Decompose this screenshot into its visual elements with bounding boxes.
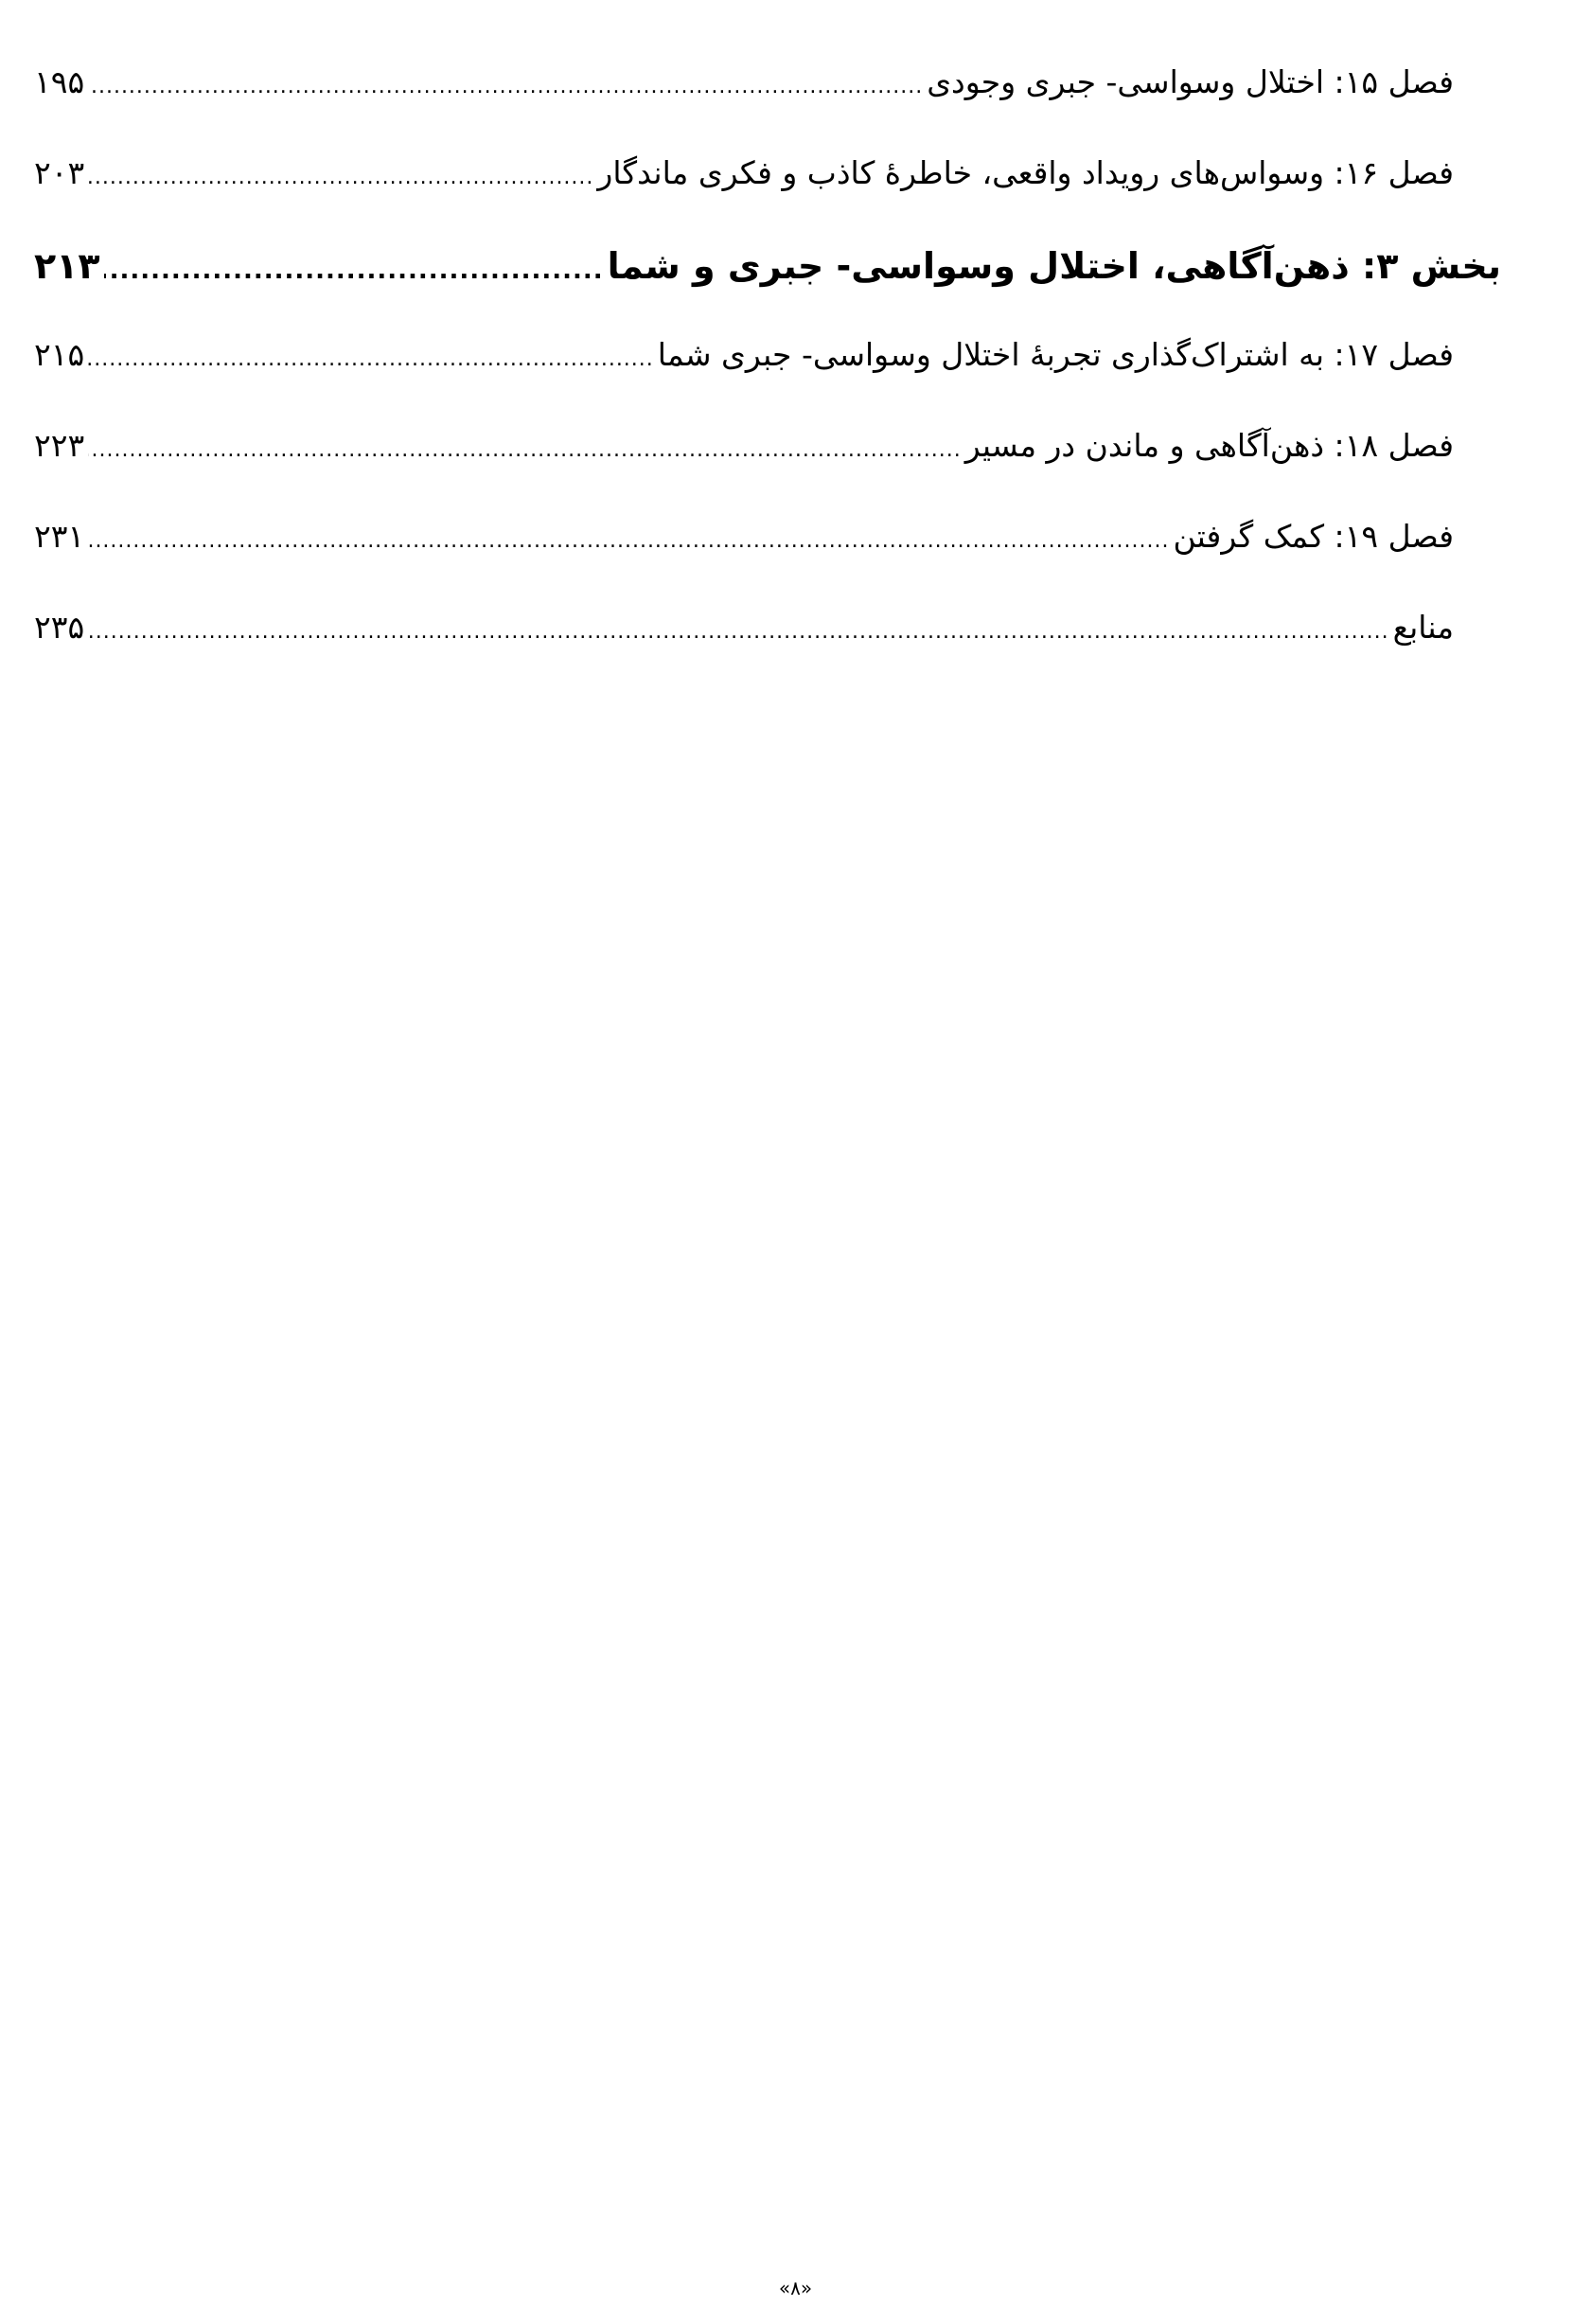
table-of-contents <box>34 63 1501 702</box>
dot-leader <box>88 349 654 370</box>
toc-entry-page-number: ۲۲۳ <box>34 427 85 464</box>
toc-entry-page-number: ۲۳۱ <box>34 518 85 555</box>
toc-entry-title: بخش ۳: ذهن‌آگاهی، اختلال وسواسی- جبری و شما <box>607 245 1501 287</box>
toc-entry-title: منابع <box>1392 609 1454 646</box>
dot-leader <box>88 77 923 98</box>
toc-entry-references[interactable] <box>34 609 1501 702</box>
dot-leader <box>88 531 1169 552</box>
toc-entry-title: فصل ۱۵: اختلال وسواسی- جبری وجودی <box>927 63 1454 100</box>
toc-entry-page-number: ۲۰۳ <box>34 154 85 191</box>
toc-entry-chapter-18[interactable] <box>34 427 1501 521</box>
toc-entry-title: فصل ۱۸: ذهن‌آگاهی و ماندن در مسیر <box>964 427 1454 464</box>
page-number-footer: «۸» <box>778 2277 813 2299</box>
toc-entry-title: فصل ۱۹: کمک گرفتن <box>1173 518 1454 555</box>
toc-entry-chapter-17[interactable] <box>34 336 1501 430</box>
dot-leader <box>104 258 604 283</box>
toc-entry-page-number: ۱۹۵ <box>34 63 85 100</box>
toc-entry-page-number: ۲۱۳ <box>34 245 100 287</box>
toc-entry-page-number: ۲۳۵ <box>34 609 85 646</box>
dot-leader <box>88 440 962 461</box>
toc-entry-page-number: ۲۱۵ <box>34 336 85 373</box>
toc-entry-chapter-19[interactable] <box>34 518 1501 612</box>
dot-leader <box>88 168 593 188</box>
toc-entry-title: فصل ۱۷: به اشتراک‌گذاری تجربۀ اختلال وسواسی- جبری شما <box>657 336 1454 373</box>
dot-leader <box>88 622 1388 643</box>
toc-entry-chapter-15[interactable] <box>34 63 1501 157</box>
toc-entry-title: فصل ۱۶: وسواس‌های رویداد واقعی، خاطرۀ کاذب و فکری ماندگار <box>597 154 1454 191</box>
toc-entry-chapter-16[interactable] <box>34 154 1501 248</box>
toc-entry-part-3[interactable] <box>34 245 1501 339</box>
